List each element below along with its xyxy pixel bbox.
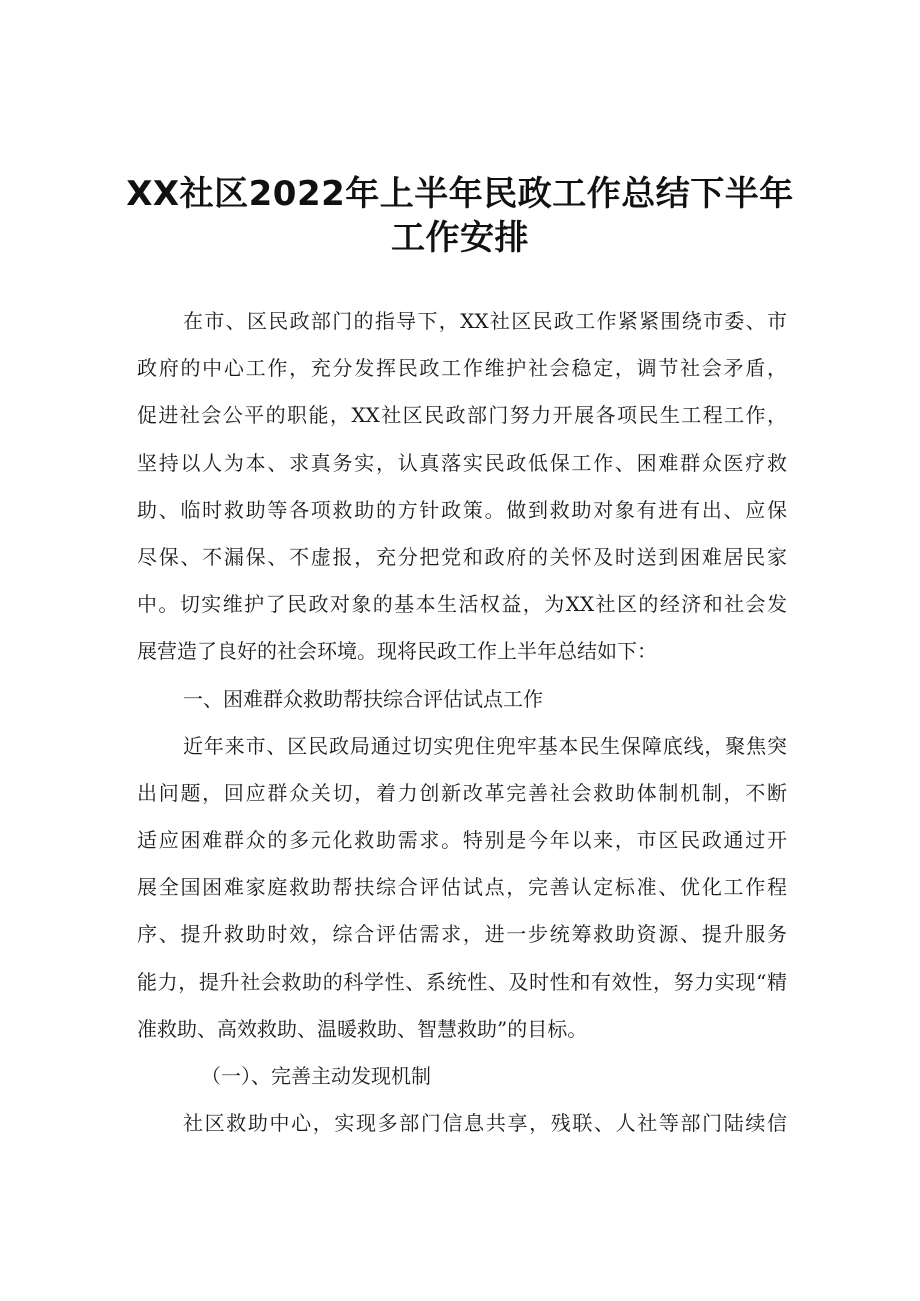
body-line: 政府的中心工作，充分发挥民政工作维护社会稳定，调节社会矛盾， <box>137 356 787 381</box>
body-line: 一、困难群众救助帮扶综合评估试点工作 <box>183 686 543 711</box>
body-line: 社区救助中心，实现多部门信息共享，残联、人社等部门陆续信 <box>183 1111 787 1136</box>
document-body <box>137 298 787 1147</box>
body-line: 促进社会公平的职能，XX社区民政部门努力开展各项民生工程工作， <box>137 403 787 428</box>
body-line: 展全国困难家庭救助帮扶综合评估试点，完善认定标准、优化工作程 <box>137 875 787 900</box>
body-line: 准救助、高效救助、温暖救助、智慧救助”的目标。 <box>137 1016 588 1041</box>
body-line: （一）、完善主动发现机制 <box>201 1064 431 1088</box>
body-line: 能力，提升社会救助的科学性、系统性、及时性和有效性，努力实现“精 <box>137 969 787 994</box>
body-line: 展营造了良好的社会环境。现将民政工作上半年总结如下： <box>137 639 657 664</box>
body-line: 出问题，回应群众关切，着力创新改革完善社会救助体制机制，不断 <box>137 780 787 805</box>
body-line: 尽保、不漏保、不虚报，充分把党和政府的关怀及时送到困难居民家 <box>137 544 787 569</box>
body-line: 坚持以人为本、求真务实，认真落实民政低保工作、困难群众医疗救 <box>137 450 787 475</box>
body-line: 序、提升救助时效，综合评估需求，进一步统筹救助资源、提升服务 <box>137 922 787 947</box>
body-line: 适应困难群众的多元化救助需求。特别是今年以来，市区民政通过开 <box>137 828 787 853</box>
document-title-line-2: 工作安排 <box>391 218 529 258</box>
body-line: 助、临时救助等各项救助的方针政策。做到救助对象有进有出、应保 <box>137 497 787 522</box>
body-line: 在市、区民政部门的指导下，XX社区民政工作紧紧围绕市委、市 <box>183 309 787 333</box>
document-title-line-1: XX社区2022年上半年民政工作总结下半年 <box>126 174 794 214</box>
body-line: 中。切实维护了民政对象的基本生活权益，为XX社区的经济和社会发 <box>137 592 787 617</box>
body-line: 近年来市、区民政局通过切实兜住兜牢基本民生保障底线，聚焦突 <box>183 733 787 758</box>
